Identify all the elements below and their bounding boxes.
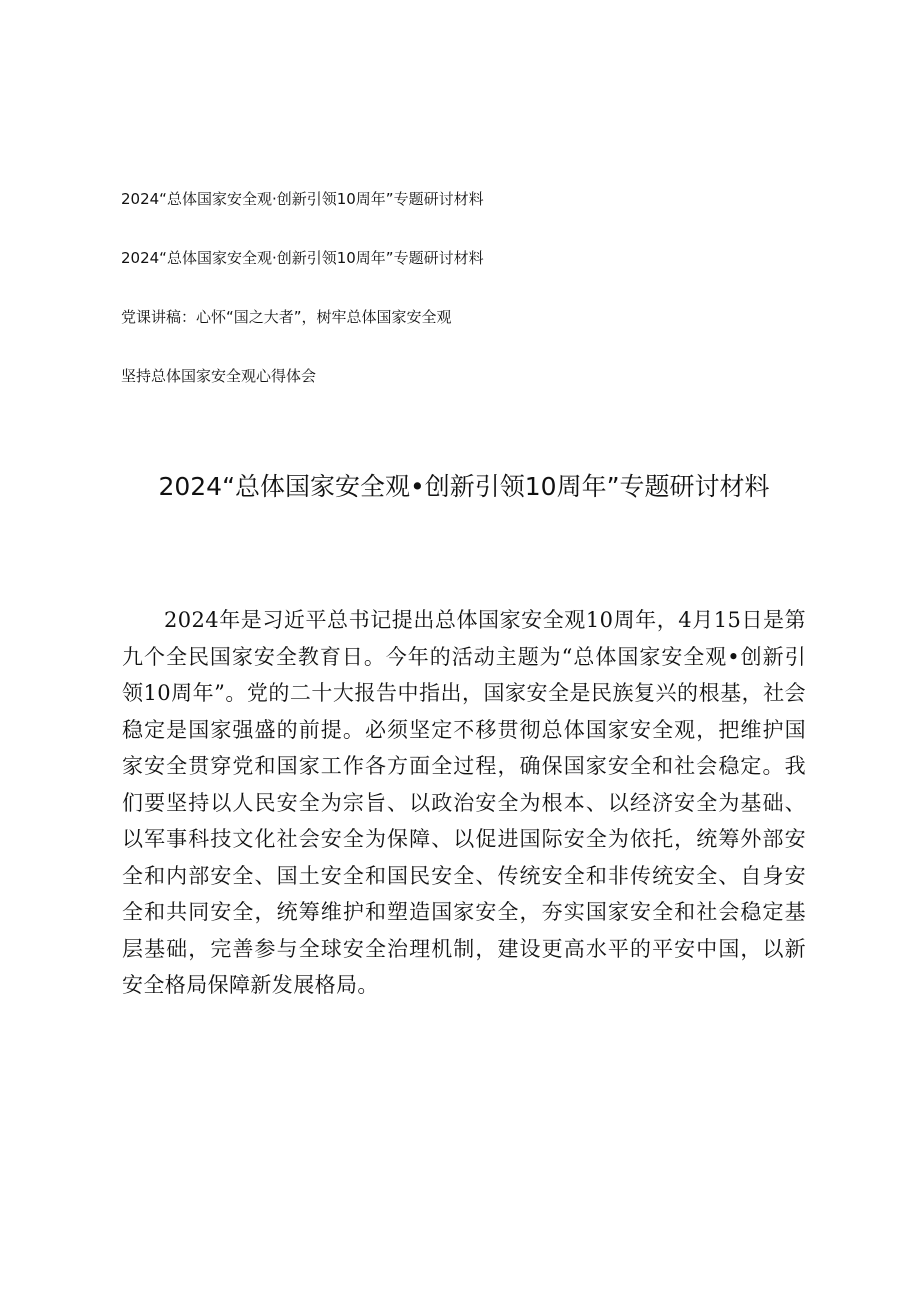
toc-item[interactable]: 党课讲稿：心怀“国之大者”，树牢总体国家安全观 [121, 308, 452, 326]
toc-item[interactable]: 2024“总体国家安全观·创新引领10周年”专题研讨材料 [121, 190, 484, 208]
table-of-contents [121, 186, 821, 422]
toc-item[interactable]: 2024“总体国家安全观·创新引领10周年”专题研讨材料 [121, 249, 484, 267]
document-body-paragraph: 2024年是习近平总书记提出总体国家安全观10周年，4月15日是第九个全民国家安全教育日。今年的活动主题为“总体国家安全观•创新引领10周年”。党的二十大报告中指出，国家安全是民族复兴的根基，社会稳定是国家强盛的前提。必须坚定不移贯彻总体国家安全观，把维护国家安全贯穿党和国家工作各方面全过程，确保国家安全和社会稳定。我们要坚持以人民安全为宗旨、以政治安全为根本、以经济安全为基础、以军事科技文化社会安全为保障、以促进国际安全为依托，统筹外部安全和内部安全、国土安全和国民安全、传统安全和非传统安全、自身安全和共同安全，统筹维护和塑造国家安全，夯实国家安全和社会稳定基层基础，完善参与全球安全治理机制，建设更高水平的平安中国，以新安全格局保障新发展格局。 [122, 608, 806, 997]
toc-item[interactable]: 坚持总体国家安全观心得体会 [121, 367, 317, 385]
document-title: 2024“总体国家安全观•创新引领10周年”专题研讨材料 [158, 472, 770, 501]
